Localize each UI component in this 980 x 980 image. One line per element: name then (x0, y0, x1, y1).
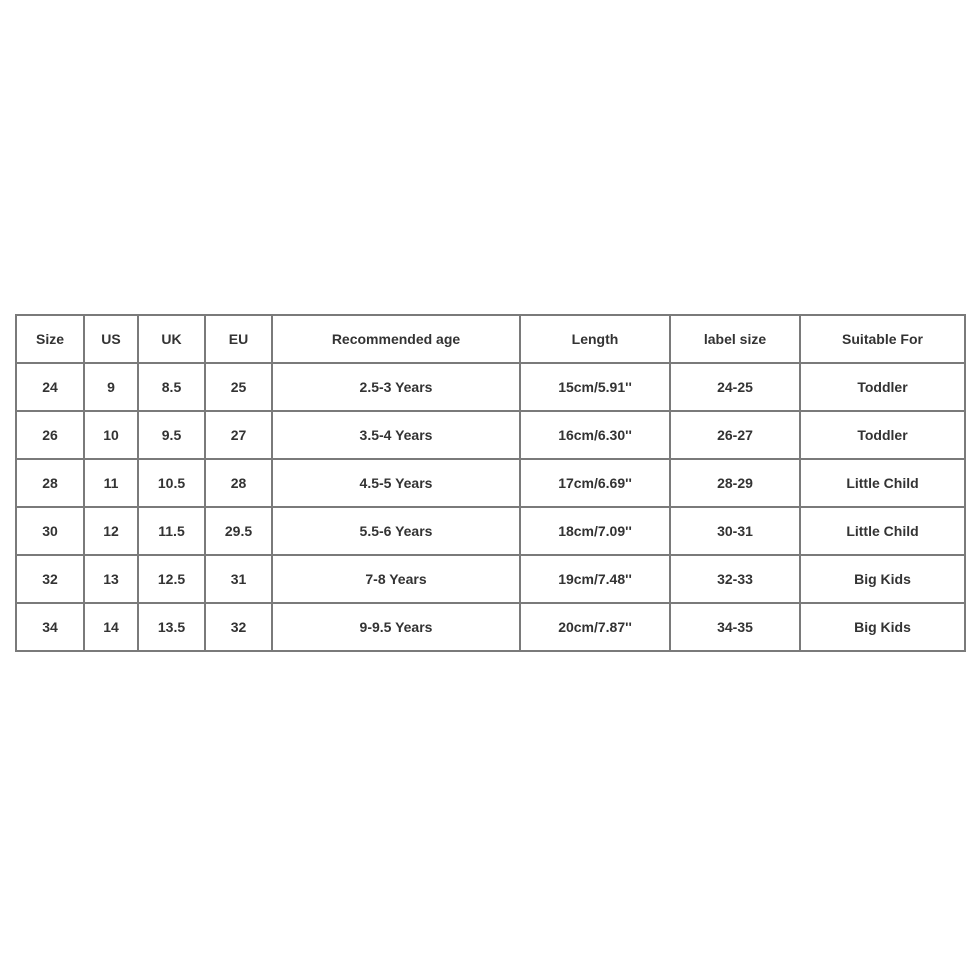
cell-size: 26 (16, 411, 84, 459)
header-length: Length (520, 315, 670, 363)
cell-us: 11 (84, 459, 138, 507)
cell-label-size: 26-27 (670, 411, 800, 459)
cell-size: 32 (16, 555, 84, 603)
cell-suitable-for: Little Child (800, 459, 965, 507)
cell-eu: 29.5 (205, 507, 272, 555)
cell-size: 30 (16, 507, 84, 555)
header-size: Size (16, 315, 84, 363)
header-suitable-for: Suitable For (800, 315, 965, 363)
cell-label-size: 28-29 (670, 459, 800, 507)
table-row (16, 507, 965, 555)
cell-length: 20cm/7.87'' (520, 603, 670, 651)
cell-label-size: 34-35 (670, 603, 800, 651)
table-row (16, 555, 965, 603)
cell-us: 9 (84, 363, 138, 411)
header-label-size: label size (670, 315, 800, 363)
cell-size: 24 (16, 363, 84, 411)
cell-label-size: 32-33 (670, 555, 800, 603)
cell-uk: 9.5 (138, 411, 205, 459)
cell-eu: 27 (205, 411, 272, 459)
cell-us: 12 (84, 507, 138, 555)
cell-suitable-for: Little Child (800, 507, 965, 555)
cell-eu: 31 (205, 555, 272, 603)
header-recommended-age: Recommended age (272, 315, 520, 363)
cell-label-size: 30-31 (670, 507, 800, 555)
table-row (16, 363, 965, 411)
cell-eu: 28 (205, 459, 272, 507)
cell-eu: 25 (205, 363, 272, 411)
cell-uk: 8.5 (138, 363, 205, 411)
cell-recommended-age: 9-9.5 Years (272, 603, 520, 651)
cell-recommended-age: 3.5-4 Years (272, 411, 520, 459)
cell-recommended-age: 2.5-3 Years (272, 363, 520, 411)
cell-suitable-for: Toddler (800, 363, 965, 411)
table-row (16, 459, 965, 507)
cell-recommended-age: 4.5-5 Years (272, 459, 520, 507)
cell-length: 17cm/6.69'' (520, 459, 670, 507)
cell-length: 15cm/5.91'' (520, 363, 670, 411)
table-header-row (16, 315, 965, 363)
cell-suitable-for: Toddler (800, 411, 965, 459)
cell-recommended-age: 5.5-6 Years (272, 507, 520, 555)
cell-length: 16cm/6.30'' (520, 411, 670, 459)
cell-recommended-age: 7-8 Years (272, 555, 520, 603)
cell-suitable-for: Big Kids (800, 603, 965, 651)
cell-uk: 12.5 (138, 555, 205, 603)
header-eu: EU (205, 315, 272, 363)
header-uk: UK (138, 315, 205, 363)
cell-size: 28 (16, 459, 84, 507)
cell-uk: 13.5 (138, 603, 205, 651)
cell-us: 14 (84, 603, 138, 651)
cell-uk: 11.5 (138, 507, 205, 555)
cell-uk: 10.5 (138, 459, 205, 507)
cell-eu: 32 (205, 603, 272, 651)
cell-us: 13 (84, 555, 138, 603)
header-us: US (84, 315, 138, 363)
table-row (16, 411, 965, 459)
cell-suitable-for: Big Kids (800, 555, 965, 603)
cell-length: 19cm/7.48'' (520, 555, 670, 603)
cell-size: 34 (16, 603, 84, 651)
size-chart-table (15, 314, 966, 652)
table-row (16, 603, 965, 651)
cell-us: 10 (84, 411, 138, 459)
cell-label-size: 24-25 (670, 363, 800, 411)
cell-length: 18cm/7.09'' (520, 507, 670, 555)
